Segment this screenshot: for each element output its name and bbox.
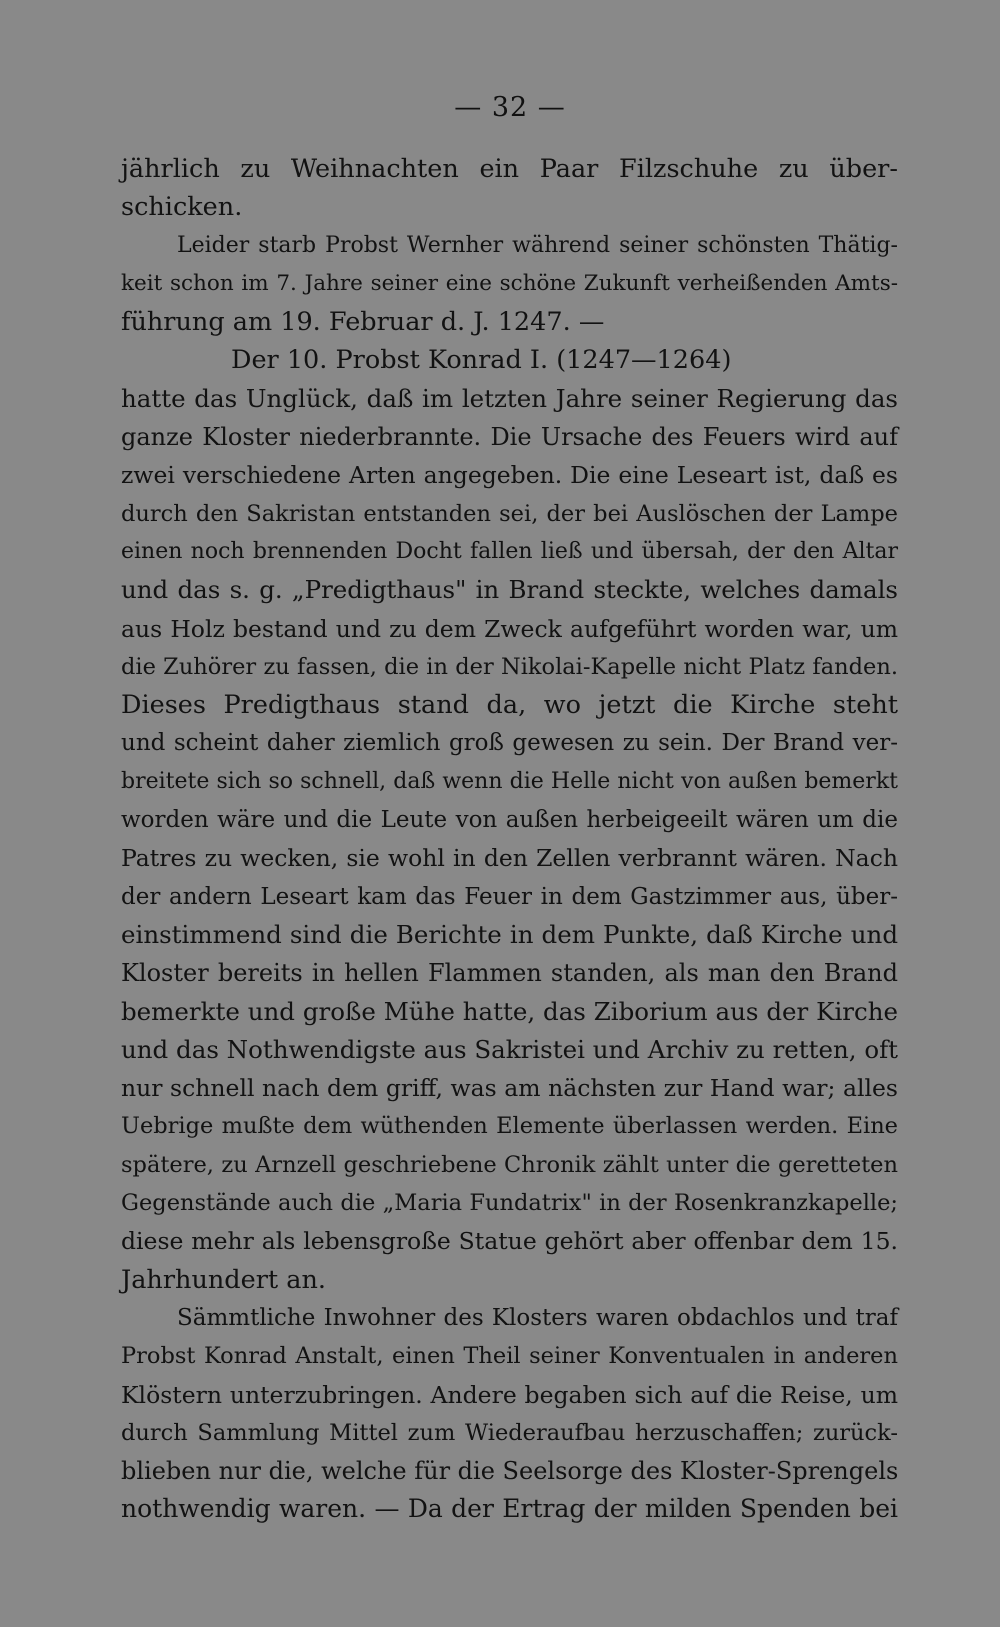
text-line: spätere, zu Arnzell geschriebene Chronik zählt unter die geretteten [121, 1151, 898, 1178]
text-line: jährlich zu Weihnachten ein Paar Filzschuhe zu über- [121, 154, 898, 184]
text-line: Jahrhundert an. [121, 1264, 326, 1295]
text-line: bemerkte und große Mühe hatte, das Ziborium aus der Kirche [121, 996, 898, 1026]
text-line: Klöstern unterzubringen. Andere begaben sich auf die Reise, um [121, 1380, 898, 1409]
text-line: durch Sammlung Mittel zum Wiederaufbau herzuschaffen; zurück- [121, 1419, 898, 1446]
text-line: einen noch brennenden Docht fallen ließ und übersah, der den Altar [121, 538, 898, 564]
text-line: und das s. g. „Predigthaus" in Brand steckte, welches damals [121, 575, 898, 605]
text-line: führung am 19. Februar d. J. 1247. — [121, 307, 605, 338]
text-line: aus Holz bestand und zu dem Zweck aufgeführt worden war, um [121, 614, 898, 643]
text-line: nur schnell nach dem griff, was am nächsten zur Hand war; alles [121, 1074, 898, 1103]
text-line: Kloster bereits in hellen Flammen standen, als man den Brand [121, 959, 898, 988]
text-line: Dieses Predigthaus stand da, wo jetzt die Kirche steht [121, 690, 898, 721]
text-line: keit schon im 7. Jahre seiner eine schöne Zukunft verheißenden Amts- [121, 270, 898, 296]
text-line: hatte das Unglück, daß im letzten Jahre seiner Regierung das [121, 383, 898, 413]
text-line: und das Nothwendigste aus Sakristei und Archiv zu retten, oft [121, 1034, 899, 1064]
text-line: ganze Kloster niederbrannte. Die Ursache des Feuers wird auf [121, 423, 898, 452]
text-line: diese mehr als lebensgroße Statue gehört aber offenbar dem 15. [121, 1227, 898, 1256]
text-line: der andern Leseart kam das Feuer in dem Gastzimmer aus, über- [121, 883, 898, 910]
text-line: und scheint daher ziemlich groß gewesen zu sein. Der Brand ver- [121, 730, 898, 757]
page-number: — 32 — [454, 92, 566, 123]
text-line: die Zuhörer zu fassen, die in der Nikolai-Kapelle nicht Platz fanden. [121, 653, 898, 680]
body-text [121, 150, 898, 1529]
text-line: Patres zu wecken, sie wohl in den Zellen verbrannt wären. Nach [121, 844, 898, 873]
text-line: Gegenstände auch die „Maria Fundatrix" in der Rosenkranzkapelle; [121, 1190, 898, 1217]
text-line: einstimmend sind die Berichte in dem Punkte, daß Kirche und [121, 919, 898, 949]
text-line: nothwendig waren. — Da der Ertrag der milden Spenden bei [121, 1494, 898, 1524]
text-line: Sämmtliche Inwohner des Klosters waren obdachlos und traf [177, 1304, 898, 1331]
text-line: Der 10. Probst Konrad I. (1247—1264) [231, 345, 732, 376]
text-line: blieben nur die, welche für die Seelsorge des Kloster-Sprengels [121, 1457, 899, 1486]
text-line: Uebrige mußte dem wüthenden Elemente überlassen werden. Eine [121, 1113, 898, 1140]
text-line: Leider starb Probst Wernher während seiner schönsten Thätig- [177, 232, 898, 258]
text-line: schicken. [121, 192, 243, 223]
text-line: zwei verschiedene Arten angegeben. Die eine Leseart ist, daß es [121, 461, 898, 490]
text-line: durch den Sakristan entstanden sei, der bei Auslöschen der Lampe [121, 500, 898, 527]
text-line: breitete sich so schnell, daß wenn die Helle nicht von außen bemerkt [121, 768, 898, 794]
text-line: worden wäre und die Leute von außen herbeigeeilt wären um die [121, 807, 898, 834]
text-line: Probst Konrad Anstalt, einen Theil seiner Konventualen in anderen [121, 1343, 898, 1370]
